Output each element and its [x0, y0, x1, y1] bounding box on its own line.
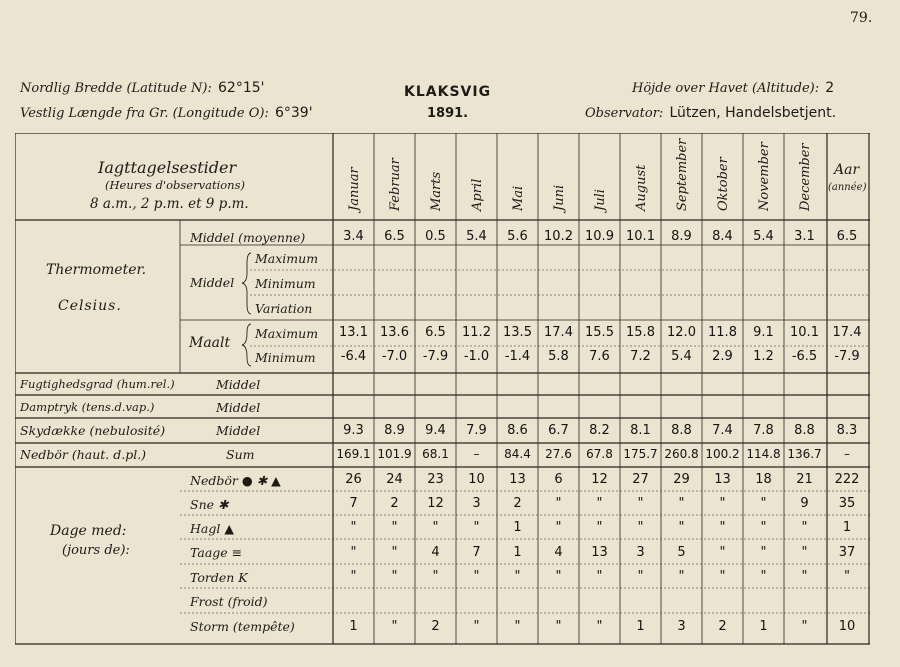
cell-ds-aar: 35 [838, 496, 856, 511]
altitude [632, 80, 834, 96]
cell-sky-jan: 9.3 [343, 423, 364, 438]
cell-sky-dec: 8.8 [794, 423, 815, 438]
cell-dt-aug: 3 [636, 545, 645, 560]
cell-dto-mai: " [514, 569, 521, 584]
cell-dh-nov: " [760, 520, 767, 535]
nedbor-label: Nedbör (haut. d.pl.) [20, 447, 147, 462]
cell-middel-nov: 5.4 [753, 229, 774, 244]
cell-sky-mai: 8.6 [507, 423, 528, 438]
station-name: KLAKSVIG [404, 84, 492, 100]
days-storm-label: Storm (tempête) [190, 619, 295, 634]
maalt-label: Maalt [189, 335, 231, 351]
days-taage-label: Taage ≡ [190, 545, 243, 560]
cell-dst-jun: " [555, 619, 562, 634]
cell-dn-feb: 24 [386, 472, 403, 487]
cell-dh-dec: " [801, 520, 808, 535]
cell-ds-apr: 3 [472, 496, 481, 511]
corner-subtitle: (Heures d'observations) [105, 178, 245, 192]
cell-max-jul: 15.5 [585, 325, 614, 340]
cell-max-dec: 10.1 [790, 325, 819, 340]
aar-label: Aar [834, 162, 860, 178]
month-august: August [634, 164, 649, 211]
cell-ds-dec: 9 [800, 496, 809, 511]
cell-dto-apr: " [473, 569, 480, 584]
cell-dto-jun: " [555, 569, 562, 584]
cell-min-jan: -6.4 [340, 349, 367, 364]
cell-dt-feb: " [391, 545, 398, 560]
corner-times: 8 a.m., 2 p.m. et 9 p.m. [90, 196, 249, 212]
cell-dto-mar: " [432, 569, 439, 584]
month-december: December [798, 143, 813, 211]
cell-nedbor-jun: 27.6 [545, 447, 572, 461]
cell-dst-mai: " [514, 619, 521, 634]
damptryk-label: Damptryk (tens.d.vap.) [20, 400, 155, 414]
cell-min-aar: -7.9 [834, 349, 860, 364]
cell-dh-okt: " [719, 520, 726, 535]
cell-sky-aug: 8.1 [630, 423, 651, 438]
cell-middel-jun: 10.2 [544, 229, 573, 244]
page-number: 79. [850, 10, 873, 26]
cell-min-jul: 7.6 [589, 349, 610, 364]
cell-middel-feb: 6.5 [384, 229, 405, 244]
cell-dn-mar: 23 [427, 472, 444, 487]
month-november: November [757, 142, 772, 211]
cell-middel-aar: 6.5 [836, 229, 858, 244]
cell-max-aug: 15.8 [626, 325, 655, 340]
cell-dt-jul: 13 [591, 545, 608, 560]
cell-dh-mai: 1 [513, 520, 522, 535]
cell-dn-dec: 21 [796, 472, 813, 487]
latitude-value: 62°15' [218, 80, 265, 96]
cell-dh-jul: " [596, 520, 603, 535]
cell-dst-aug: 1 [636, 619, 645, 634]
cell-dn-apr: 10 [468, 472, 485, 487]
cell-dn-jan: 26 [345, 472, 362, 487]
cell-dn-aug: 27 [632, 472, 649, 487]
month-marts: Marts [429, 171, 444, 211]
fugtighedsgrad-middel: Middel [216, 377, 261, 392]
cell-max-apr: 11.2 [462, 325, 491, 340]
cell-dto-feb: " [391, 569, 398, 584]
observer-value: Lützen, Handelsbetjent. [669, 105, 837, 121]
cell-dto-jan: " [350, 569, 357, 584]
maalt-maximum-label: Maximum [255, 326, 319, 341]
altitude-label: Höjde over Havet (Altitude): [632, 81, 820, 96]
longitude-label: Vestlig Længde fra Gr. (Longitude O): [20, 106, 269, 121]
cell-dt-jan: " [350, 545, 357, 560]
middel-minimum-label: Minimum [255, 276, 316, 291]
cell-nedbor-apr: – [473, 447, 480, 461]
month-april: April [470, 178, 485, 211]
cell-dt-mar: 4 [431, 545, 440, 560]
month-mai: Mai [511, 185, 526, 211]
latitude-label: Nordlig Bredde (Latitude N): [20, 81, 212, 96]
observer-label: Observator: [585, 106, 664, 121]
cell-dst-feb: " [391, 619, 398, 634]
year: 1891. [427, 106, 469, 121]
cell-nedbor-aug: 175.7 [623, 447, 658, 461]
cell-dto-aug: " [637, 569, 644, 584]
cell-sky-mar: 9.4 [425, 423, 446, 438]
cell-sky-feb: 8.9 [384, 423, 405, 438]
corner-title: Iagttagelsestider [98, 158, 237, 177]
cell-dh-jan: " [350, 520, 357, 535]
nedbor-sum-label: Sum [226, 447, 255, 462]
cell-dn-okt: 13 [714, 472, 731, 487]
cell-ds-nov: " [760, 496, 767, 511]
days-hagl-label: Hagl ▲ [190, 521, 234, 536]
altitude-value: 2 [825, 80, 835, 96]
cell-ds-jan: 7 [349, 496, 358, 511]
cell-ds-mar: 12 [427, 496, 444, 511]
maalt-minimum-label: Minimum [255, 350, 316, 365]
cell-min-sep: 5.4 [671, 349, 692, 364]
cell-nedbor-dec: 136.7 [787, 447, 822, 461]
days-sne-label: Sne ✱ [190, 497, 229, 512]
month-februar: Februar [388, 158, 403, 211]
cell-min-feb: -7.0 [381, 349, 408, 364]
cell-dst-dec: " [801, 619, 808, 634]
jours-de-label: (jours de): [62, 543, 130, 558]
cell-dst-nov: 1 [759, 619, 768, 634]
cell-dn-aar: 222 [834, 472, 860, 487]
cell-dh-aug: " [637, 520, 644, 535]
longitude [20, 105, 313, 121]
cell-middel-okt: 8.4 [712, 229, 733, 244]
middel-group-label: Middel [190, 275, 235, 290]
cell-dto-jul: " [596, 569, 603, 584]
fugtighedsgrad-label: Fugtighedsgrad (hum.rel.) [20, 377, 175, 391]
cell-min-okt: 2.9 [712, 349, 733, 364]
cell-sky-apr: 7.9 [466, 423, 487, 438]
longitude-value: 6°39' [274, 105, 313, 121]
cell-ds-jun: " [555, 496, 562, 511]
month-oktober: Oktober [716, 157, 731, 211]
latitude [20, 80, 264, 96]
skydaekke-label: Skydække (nebulosité) [20, 423, 166, 438]
cell-dh-feb: " [391, 520, 398, 535]
cell-dn-jul: 12 [591, 472, 608, 487]
cell-dt-sep: 5 [677, 545, 686, 560]
days-frost-label: Frost (froid) [190, 594, 268, 609]
cell-max-sep: 12.0 [667, 325, 696, 340]
cell-dto-aar: " [844, 569, 850, 584]
cell-max-jan: 13.1 [339, 325, 368, 340]
cell-dt-okt: " [719, 545, 726, 560]
cell-dt-mai: 1 [513, 545, 522, 560]
cell-middel-mar: 0.5 [425, 229, 446, 244]
cell-min-jun: 5.8 [548, 349, 569, 364]
cell-dh-jun: " [555, 520, 562, 535]
cell-middel-dec: 3.1 [794, 229, 815, 244]
cell-ds-aug: " [637, 496, 644, 511]
cell-sky-okt: 7.4 [712, 423, 733, 438]
cell-dn-nov: 18 [755, 472, 772, 487]
cell-max-feb: 13.6 [380, 325, 409, 340]
cell-dh-aar: 1 [842, 520, 852, 535]
cell-min-aug: 7.2 [630, 349, 651, 364]
cell-nedbor-aar: – [844, 447, 850, 461]
cell-dto-okt: " [719, 569, 726, 584]
cell-nedbor-jul: 67.8 [586, 447, 613, 461]
cell-dst-sep: 3 [677, 619, 686, 634]
month-september: September [675, 138, 690, 211]
cell-ds-jul: " [596, 496, 603, 511]
cell-min-apr: -1.0 [463, 349, 490, 364]
cell-ds-mai: 2 [513, 496, 522, 511]
middel-variation-label: Variation [255, 301, 313, 316]
cell-dt-jun: 4 [554, 545, 563, 560]
cell-middel-mai: 5.6 [507, 229, 528, 244]
aar-sublabel: (année) [828, 182, 867, 193]
cell-min-nov: 1.2 [753, 349, 774, 364]
cell-nedbor-mar: 68.1 [422, 447, 449, 461]
cell-dst-apr: " [473, 619, 480, 634]
cell-sky-aar: 8.3 [836, 423, 858, 438]
cell-dst-mar: 2 [431, 619, 440, 634]
middel-maximum-label: Maximum [255, 251, 319, 266]
cell-nedbor-okt: 100.2 [705, 447, 740, 461]
middel-moyenne-label: Middel (moyenne) [190, 230, 306, 245]
cell-dto-dec: " [801, 569, 808, 584]
cell-max-okt: 11.8 [708, 325, 737, 340]
cell-middel-sep: 8.9 [671, 229, 692, 244]
cell-dh-sep: " [678, 520, 685, 535]
dage-med-label: Dage med: [50, 523, 127, 539]
cell-max-nov: 9.1 [753, 325, 774, 340]
thermometer-label: Thermometer. [46, 262, 147, 278]
days-torden-label: Torden K [190, 570, 248, 585]
cell-dt-aar: 37 [838, 545, 856, 560]
cell-dst-jan: 1 [349, 619, 358, 634]
cell-dst-jul: " [596, 619, 603, 634]
cell-middel-jul: 10.9 [585, 229, 614, 244]
cell-nedbor-mai: 84.4 [504, 447, 531, 461]
cell-nedbor-sep: 260.8 [664, 447, 699, 461]
cell-ds-sep: " [678, 496, 685, 511]
cell-max-mar: 6.5 [425, 325, 446, 340]
cell-sky-jun: 6.7 [548, 423, 569, 438]
cell-dh-apr: " [473, 520, 480, 535]
cell-max-aar: 17.4 [832, 325, 862, 340]
cell-max-mai: 13.5 [503, 325, 532, 340]
cell-dst-okt: 2 [718, 619, 727, 634]
cell-dt-apr: 7 [472, 545, 481, 560]
cell-dn-jun: 6 [554, 472, 563, 487]
cell-middel-apr: 5.4 [466, 229, 487, 244]
damptryk-middel: Middel [216, 400, 261, 415]
cell-dst-aar: 10 [838, 619, 856, 634]
month-januar: Januar [347, 167, 362, 211]
cell-dt-nov: " [760, 545, 767, 560]
cell-min-dec: -6.5 [791, 349, 818, 364]
cell-dn-sep: 29 [673, 472, 690, 487]
cell-middel-aug: 10.1 [626, 229, 655, 244]
observer [585, 105, 836, 121]
cell-sky-nov: 7.8 [753, 423, 774, 438]
cell-dto-sep: " [678, 569, 685, 584]
skydaekke-middel: Middel [216, 423, 261, 438]
cell-dh-mar: " [432, 520, 439, 535]
cell-dto-nov: " [760, 569, 767, 584]
days-nedbor-label: Nedbör ● ✱ ▲ [190, 473, 281, 488]
cell-ds-okt: " [719, 496, 726, 511]
cell-nedbor-feb: 101.9 [377, 447, 412, 461]
cell-ds-feb: 2 [390, 496, 399, 511]
cell-dn-mai: 13 [509, 472, 526, 487]
cell-dt-dec: " [801, 545, 808, 560]
cell-sky-sep: 8.8 [671, 423, 692, 438]
cell-sky-jul: 8.2 [589, 423, 610, 438]
cell-min-mai: -1.4 [504, 349, 531, 364]
cell-min-mar: -7.9 [422, 349, 449, 364]
cell-middel-jan: 3.4 [343, 229, 364, 244]
cell-nedbor-jan: 169.1 [336, 447, 371, 461]
month-juli: Juli [593, 189, 608, 211]
cell-max-jun: 17.4 [544, 325, 573, 340]
celsius-label: Celsius. [58, 298, 122, 314]
month-juni: Juni [552, 184, 567, 211]
cell-nedbor-nov: 114.8 [746, 447, 781, 461]
